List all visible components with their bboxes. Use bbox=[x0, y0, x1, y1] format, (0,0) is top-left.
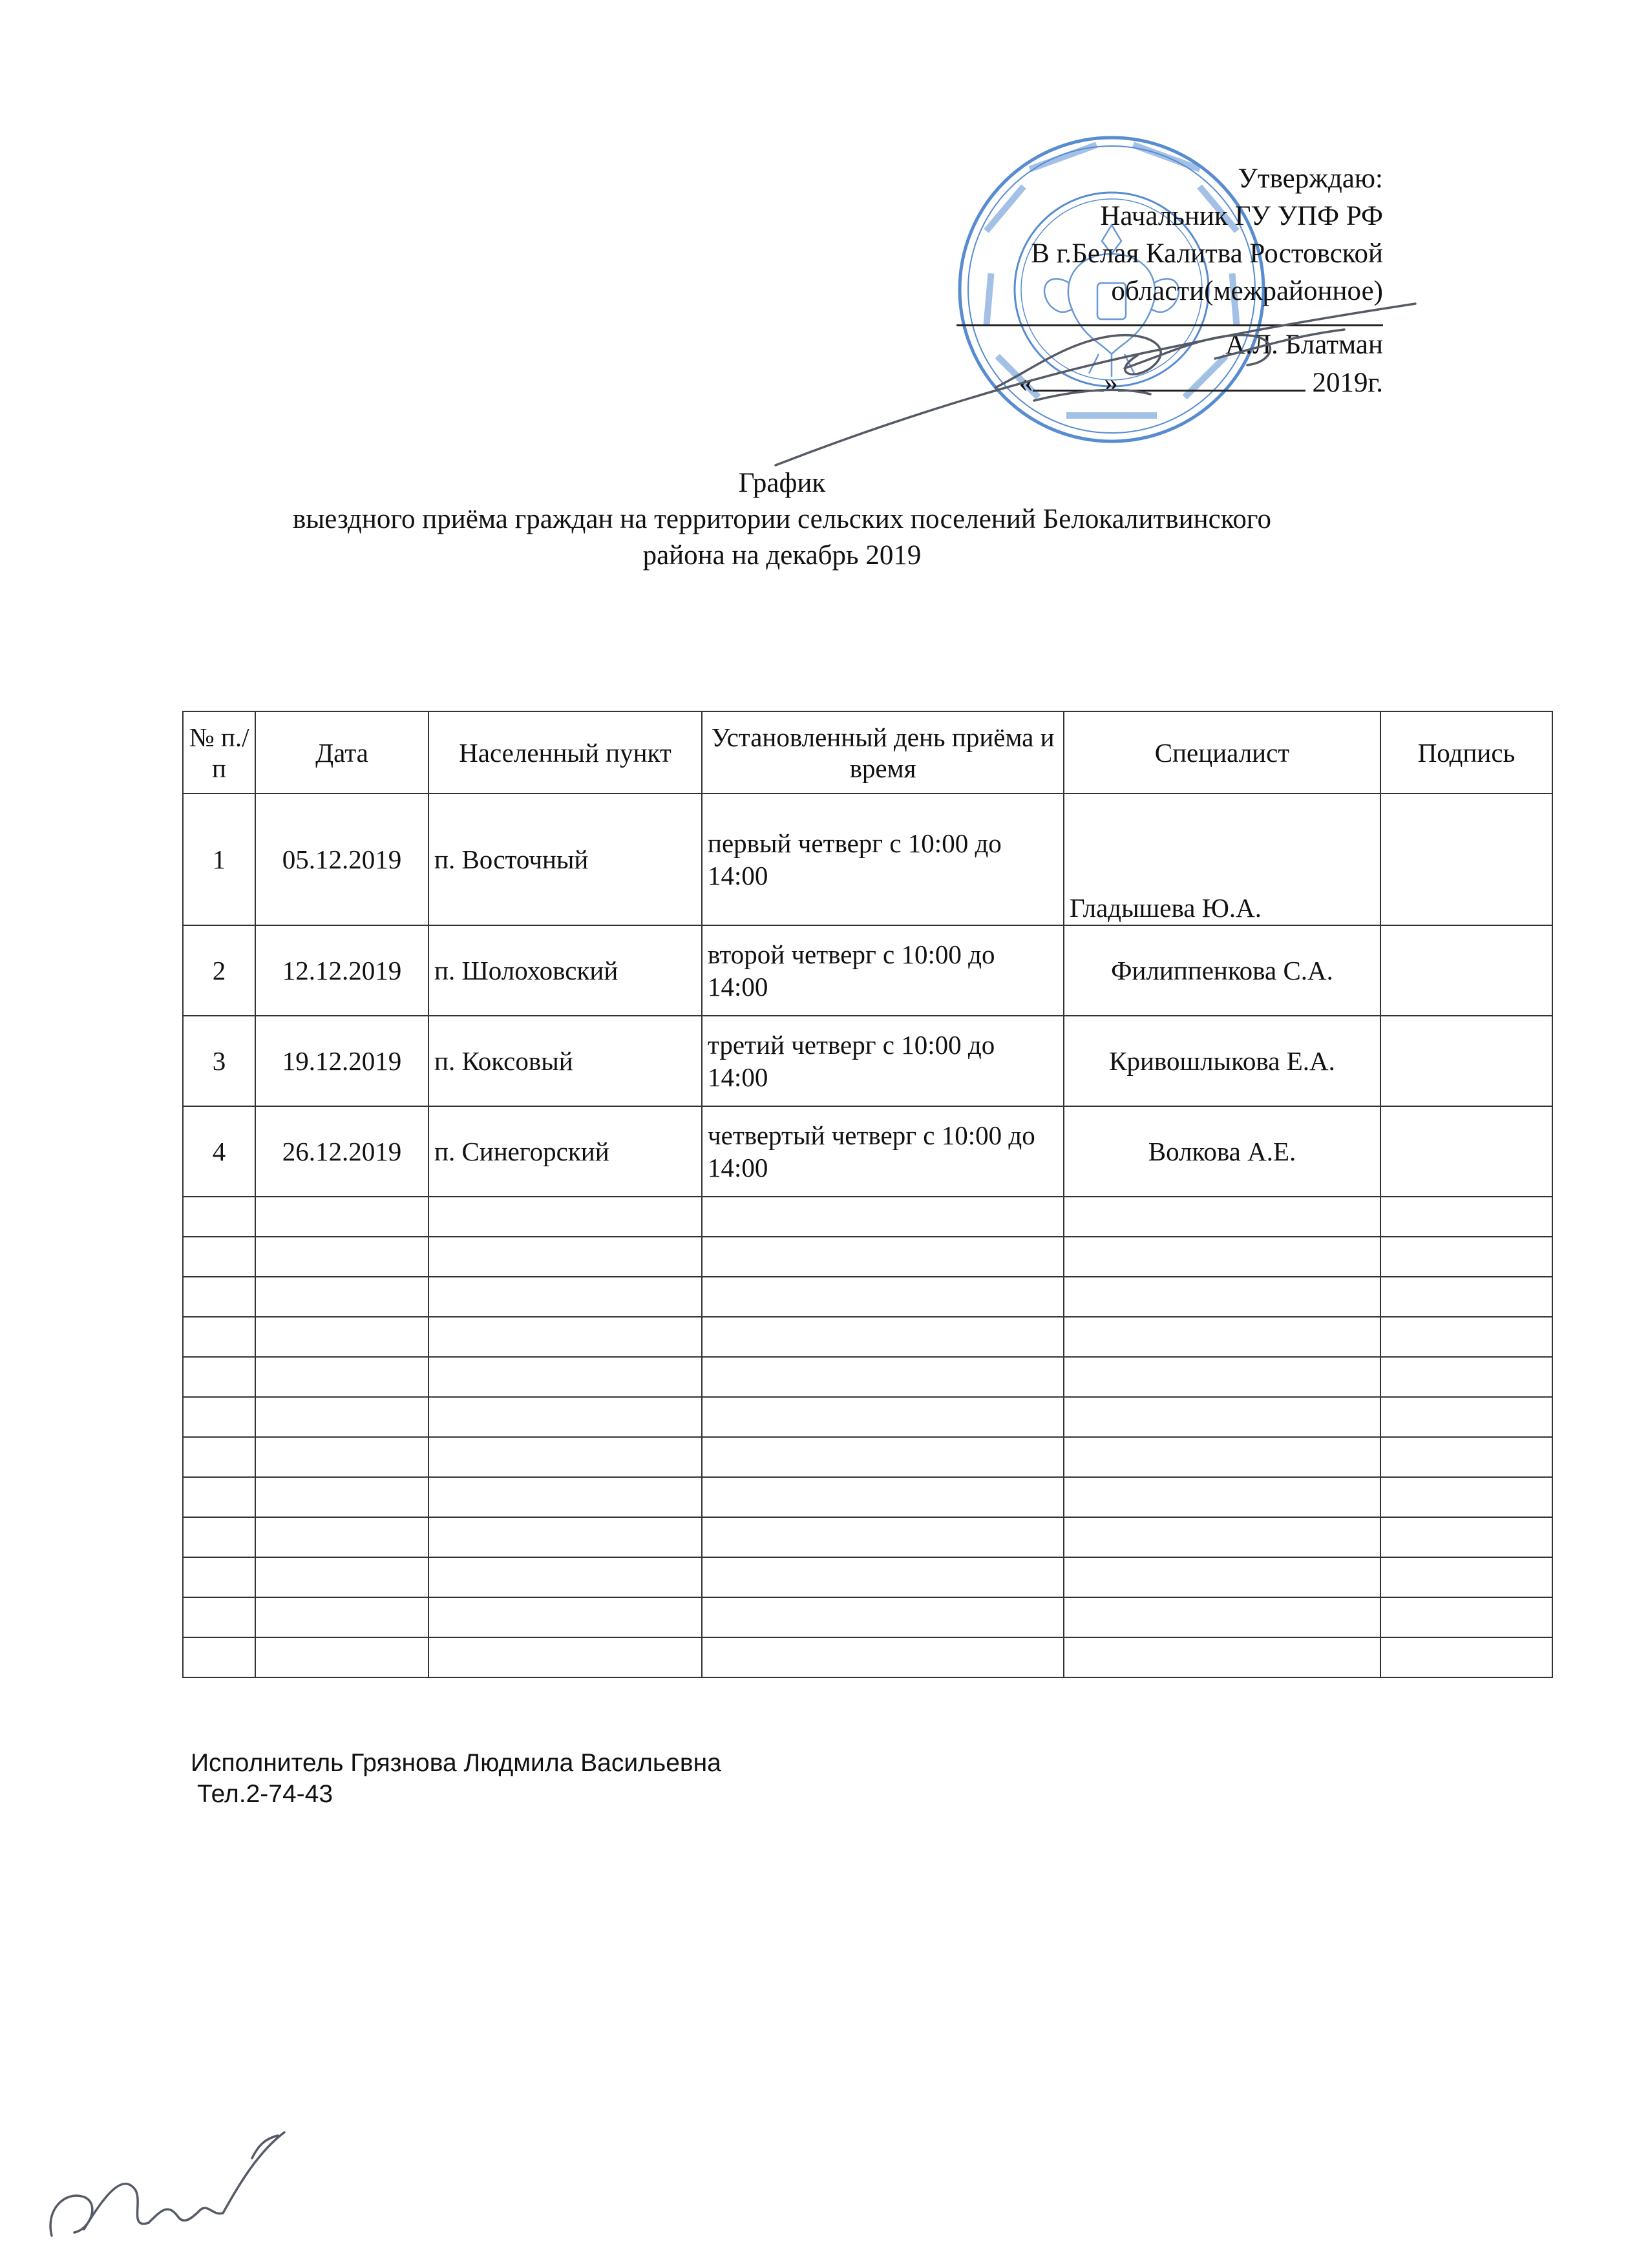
row-place: п. Синегорский bbox=[428, 1106, 702, 1197]
row-signature bbox=[1380, 1106, 1552, 1197]
row-time: первый четверг с 10:00 до 14:00 bbox=[702, 793, 1064, 925]
table-row-empty bbox=[183, 1597, 1552, 1637]
row-number: 4 bbox=[183, 1106, 255, 1197]
row-signature bbox=[1380, 793, 1552, 925]
table-header-row bbox=[183, 711, 1552, 793]
document-title bbox=[168, 465, 1396, 574]
row-place: п. Шолоховский bbox=[428, 925, 702, 1016]
table-row-empty bbox=[183, 1397, 1552, 1437]
approval-organization: В г.Белая Калитва Ростовской bbox=[1031, 238, 1383, 269]
header-signature: Подпись bbox=[1380, 711, 1552, 793]
row-place: п. Коксовый bbox=[428, 1016, 702, 1106]
table-row bbox=[183, 1016, 1552, 1106]
row-date: 12.12.2019 bbox=[255, 925, 428, 1016]
row-specialist: Гладышева Ю.А. bbox=[1064, 793, 1380, 925]
table-row bbox=[183, 925, 1552, 1016]
bottom-signature-icon bbox=[39, 2119, 291, 2249]
table-row bbox=[183, 793, 1552, 925]
row-signature bbox=[1380, 925, 1552, 1016]
signature-icon bbox=[763, 258, 1428, 478]
row-time: третий четверг с 10:00 до 14:00 bbox=[702, 1016, 1064, 1106]
header-place: Населенный пункт bbox=[428, 711, 702, 793]
title-line-2: района на декабрь 2019 bbox=[642, 540, 922, 571]
row-place: п. Восточный bbox=[428, 793, 702, 925]
row-number: 1 bbox=[183, 793, 255, 925]
table-row-empty bbox=[183, 1237, 1552, 1277]
table-row-empty bbox=[183, 1277, 1552, 1317]
row-number: 2 bbox=[183, 925, 255, 1016]
header-number: № п./п bbox=[183, 711, 255, 793]
header-date: Дата bbox=[255, 711, 428, 793]
executor-info bbox=[191, 1748, 721, 1810]
row-number: 3 bbox=[183, 1016, 255, 1106]
header-time: Установленный день приёма и время bbox=[702, 711, 1064, 793]
row-date: 26.12.2019 bbox=[255, 1106, 428, 1197]
table-row-empty bbox=[183, 1557, 1552, 1597]
approval-date: « » 2019г. bbox=[956, 364, 1383, 402]
row-time: второй четверг с 10:00 до 14:00 bbox=[702, 925, 1064, 1016]
table-row-empty bbox=[183, 1477, 1552, 1517]
row-specialist: Кривошлыкова Е.А. bbox=[1064, 1016, 1380, 1106]
title-heading: График bbox=[738, 468, 826, 498]
approval-heading: Утверждаю: bbox=[1238, 163, 1383, 194]
table-row-empty bbox=[183, 1357, 1552, 1397]
title-line-1: выездного приёма граждан на территории сельских поселений Белокалитвинского bbox=[293, 504, 1271, 534]
row-signature bbox=[1380, 1016, 1552, 1106]
table-row-empty bbox=[183, 1637, 1552, 1677]
executor-name: Исполнитель Грязнова Людмила Васильевна bbox=[191, 1749, 721, 1777]
approval-signer: А.Л. Блатман bbox=[1225, 330, 1383, 360]
row-specialist: Филиппенкова С.А. bbox=[1064, 925, 1380, 1016]
schedule-table bbox=[182, 711, 1553, 1678]
row-time: четвертый четверг с 10:00 до 14:00 bbox=[702, 1106, 1064, 1197]
approval-organization-cont: области(межрайонное) bbox=[1111, 276, 1383, 306]
header-specialist: Специалист bbox=[1064, 711, 1380, 793]
table-row-empty bbox=[183, 1437, 1552, 1477]
table-row-empty bbox=[183, 1197, 1552, 1237]
table-row-empty bbox=[183, 1317, 1552, 1357]
table-row bbox=[183, 1106, 1552, 1197]
row-date: 05.12.2019 bbox=[255, 793, 428, 925]
table-row-empty bbox=[183, 1517, 1552, 1557]
approval-position: Начальник ГУ УПФ РФ bbox=[1100, 201, 1383, 231]
executor-phone: Тел.2-74-43 bbox=[197, 1780, 333, 1808]
row-specialist: Волкова А.Е. bbox=[1064, 1106, 1380, 1197]
row-date: 19.12.2019 bbox=[255, 1016, 428, 1106]
